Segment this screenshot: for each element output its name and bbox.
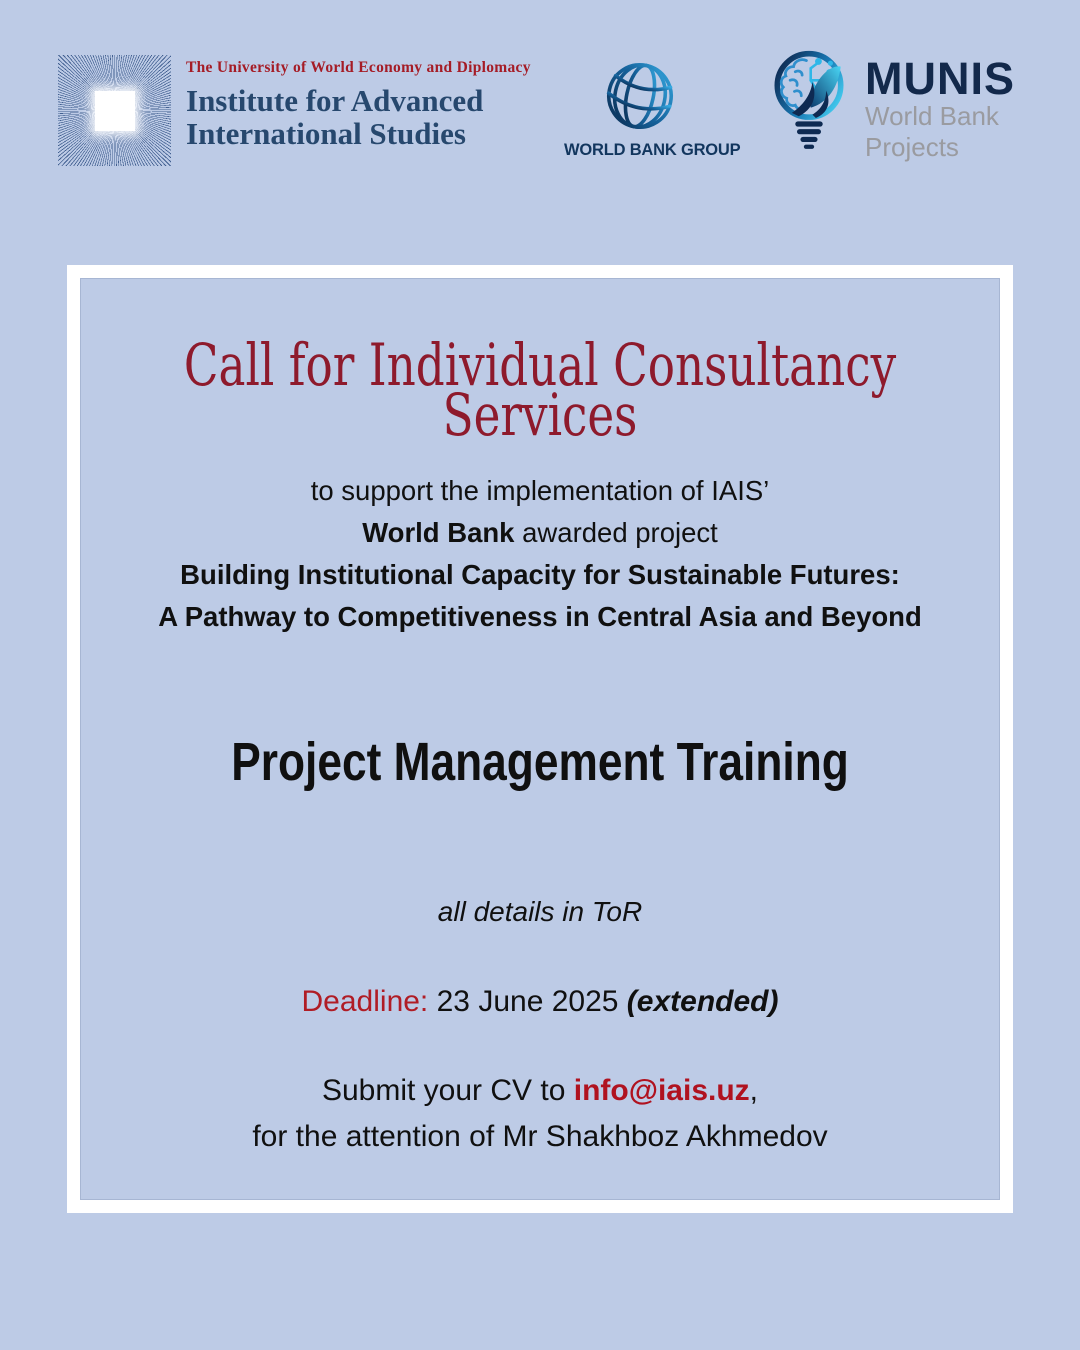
intro-text — [80, 470, 1000, 638]
munis-logo-text — [865, 46, 1015, 163]
submit-line1 — [80, 1068, 1000, 1114]
university-name: The University of World Economy and Diplomacy — [186, 59, 531, 76]
logo-header — [0, 0, 1080, 190]
world-bank-label: WORLD BANK GROUP — [564, 141, 741, 159]
project-name-line2: A Pathway to Competitiveness in Central Asia and Beyond — [158, 601, 922, 632]
munis-subtitle-line2: Projects — [865, 132, 959, 162]
world-bank-logo — [564, 56, 741, 160]
lightbulb-brain-icon — [766, 46, 852, 154]
title-line1: Call for Individual Consultancy — [183, 331, 897, 399]
deadline-date: 23 June 2025 — [428, 985, 627, 1018]
page-title — [181, 331, 899, 449]
sunburst-icon — [58, 55, 171, 166]
details-note: all details in ToR — [437, 896, 643, 927]
title-line2: Services — [442, 381, 638, 449]
deadline-extended-note: (extended) — [626, 985, 779, 1018]
world-bank-emphasis: World Bank — [362, 517, 515, 548]
email-address: info@iais.uz — [573, 1074, 750, 1107]
announcement-card — [67, 265, 1013, 1213]
deadline-line — [80, 984, 1000, 1020]
globe-icon — [601, 56, 679, 136]
iais-logo-text — [186, 55, 531, 150]
submit-prefix: Submit your CV to — [321, 1074, 574, 1107]
submit-instructions — [80, 1068, 1000, 1160]
munis-subtitle-line1: World Bank — [865, 101, 999, 131]
munis-name: MUNIS — [865, 53, 1015, 104]
submit-line2: for the attention of Mr Shakhboz Akhmedov — [252, 1120, 828, 1153]
intro-line2-rest: awarded project — [514, 517, 718, 548]
submit-suffix: , — [749, 1074, 759, 1107]
institute-name-line2: International Studies — [186, 116, 466, 151]
project-name-line1: Building Institutional Capacity for Sustainable Futures: — [180, 559, 900, 590]
sunburst-center-square — [95, 91, 135, 131]
munis-logo — [766, 46, 1015, 163]
intro-line2 — [80, 512, 1000, 554]
iais-logo — [58, 55, 531, 166]
intro-line1: to support the implementation of IAIS’ — [310, 475, 770, 506]
deadline-label: Deadline: — [301, 985, 429, 1018]
institute-name-line1: Institute for Advanced — [186, 83, 484, 118]
program-title: Project Management Training — [231, 732, 849, 792]
